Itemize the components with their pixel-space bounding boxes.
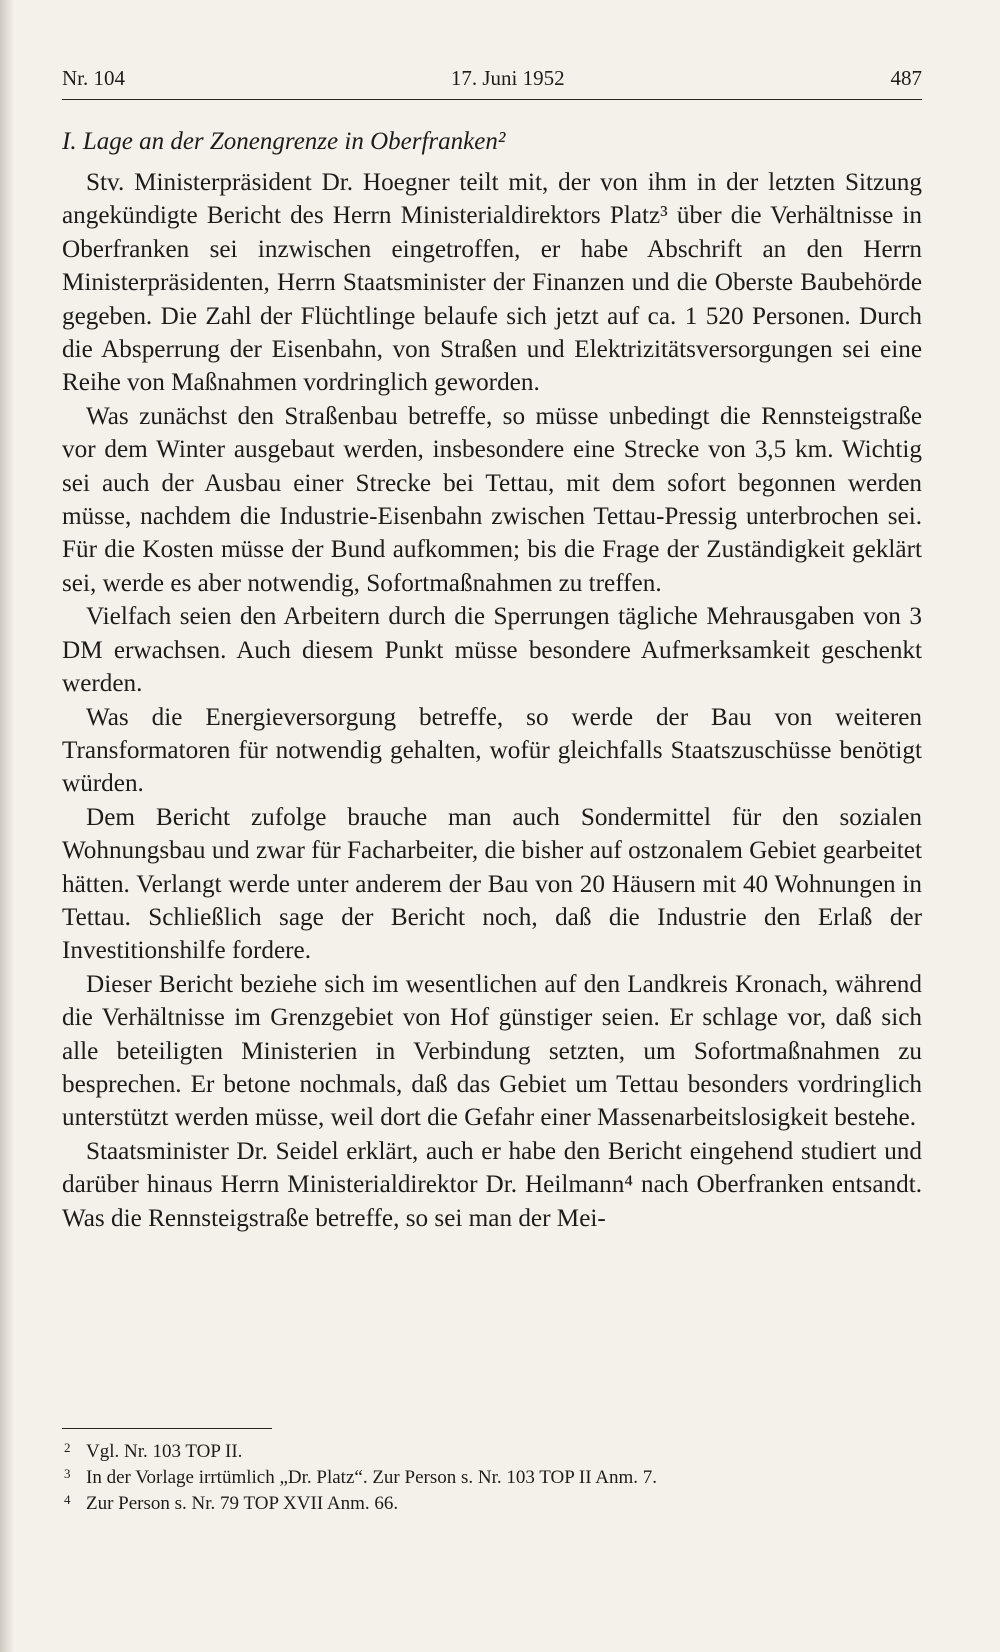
footnote-text: Zur Person s. Nr. 79 TOP XVII Anm. 66.	[86, 1493, 399, 1514]
footnote-rule	[62, 1428, 272, 1429]
paragraph: Was zunächst den Straßenbau betreffe, so müsse unbedingt die Rennsteigstraße vor dem Winter ausgebaut werden, insbesondere eine Strecke von 3,5 km. Wichtig sei auch der Ausbau einer Strecke bei Tettau, mit dem sofort begonnen werden müsse, nachdem die Industrie-Eisenbahn zwischen Tettau-Pressig unterbrochen sei. Für die Kosten müsse der Bund aufkommen; bis die Frage der Zuständigkeit geklärt sei, werde es aber notwendig, Sofortmaßnahmen zu treffen.	[62, 402, 922, 597]
paragraph: Dem Bericht zufolge brauche man auch Sondermittel für den sozialen Wohnungsbau und zwar für Facharbeiter, die bisher auf ostzonalem Gebiet gearbeitet hätten. Verlangt werde unter anderem der Bau von 20 Häusern mit 40 Wohnungen in Tettau. Schließlich sage der Bericht noch, daß die Industrie den Erlaß der Investitionshilfe fordere.	[62, 803, 922, 965]
footnote-number: 4	[64, 1492, 71, 1507]
footnote-text: In der Vorlage irrtümlich „Dr. Platz“. Zur Person s. Nr. 103 TOP II Anm. 7.	[86, 1467, 657, 1488]
page-content	[62, 66, 922, 1235]
paragraph: Staatsminister Dr. Seidel erklärt, auch er habe den Bericht eingehend studiert und darüber hinaus Herrn Ministerialdirektor Dr. Heilmann⁴ nach Oberfranken entsandt. Was die Rennsteigstraße betreffe, so sei man der Mei-	[62, 1137, 922, 1232]
footnote-text: Vgl. Nr. 103 TOP II.	[86, 1441, 243, 1462]
paragraph: Stv. Ministerpräsident Dr. Hoegner teilt mit, der von ihm in der letzten Sitzung angekündigte Bericht des Herrn Ministerialdirektors Platz³ über die Verhältnisse in Oberfranken sei inzwischen eingetroffen, er habe Abschrift an den Herrn Ministerpräsidenten, Herrn Staatsminister der Finanzen und die Oberste Baubehörde gegeben. Die Zahl der Flüchtlinge belaufe sich jetzt auf ca. 1 520 Personen. Durch die Absperrung der Eisenbahn, von Straßen und Elektrizitätsversorgungen sei eine Reihe von Maßnahmen vordringlich geworden.	[62, 169, 922, 397]
paragraph: Vielfach seien den Arbeitern durch die Sperrungen tägliche Mehrausgaben von 3 DM erwachsen. Auch diesem Punkt müsse besondere Aufmerksamkeit geschenkt werden.	[62, 603, 922, 698]
footnote	[62, 1465, 922, 1491]
page-edge-shadow	[0, 0, 14, 1652]
document-number: Nr. 104	[62, 66, 125, 90]
footnote-number: 3	[64, 1466, 71, 1481]
running-header	[62, 66, 922, 100]
paragraph: Was die Energieversorgung betreffe, so werde der Bau von weiteren Transformatoren für notwendig gehalten, wofür gleichfalls Staatszuschüsse benötigt würden.	[62, 703, 922, 798]
paragraph: Dieser Bericht beziehe sich im wesentlichen auf den Landkreis Kronach, während die Verhältnisse im Grenzgebiet von Hof günstiger seien. Er schlage vor, daß sich alle beteiligten Ministerien in Verbindung setzten, um Sofortmaßnahmen zu besprechen. Er betone nochmals, daß das Gebiet um Tettau besonders vordringlich unterstützt werden müsse, weil dort die Gefahr einer Massenarbeitslosigkeit bestehe.	[62, 970, 922, 1132]
footnotes	[62, 1428, 922, 1517]
page-number: 487	[890, 66, 922, 90]
footnote-number: 2	[64, 1440, 71, 1455]
footnote	[62, 1491, 922, 1517]
document-date: 17. Juni 1952	[450, 66, 565, 90]
body-text	[62, 166, 922, 1235]
section-title: I. Lage an der Zonengrenze in Oberfranken²	[62, 128, 506, 155]
footnote	[62, 1439, 922, 1465]
